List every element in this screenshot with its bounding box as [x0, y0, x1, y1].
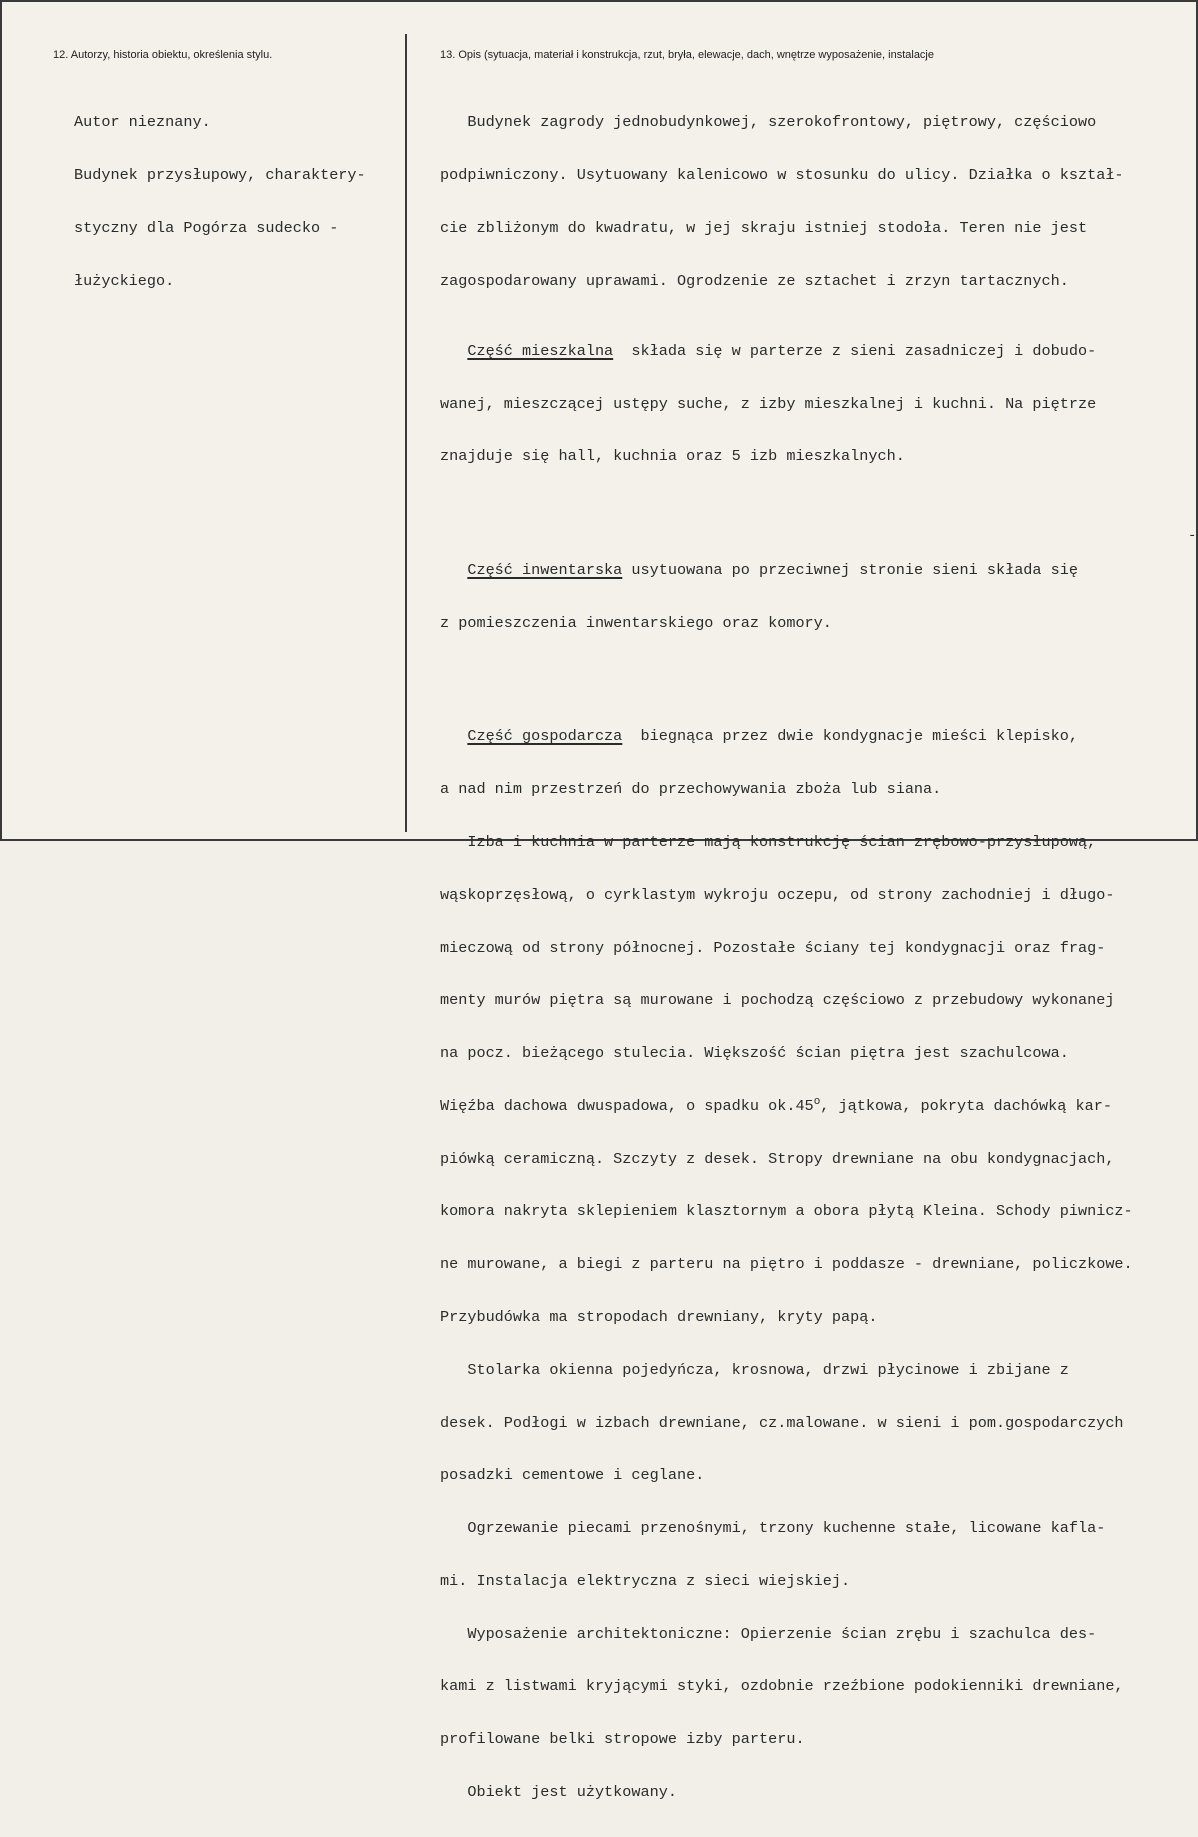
- text-line: z pomieszczenia inwentarskiego oraz komory.: [440, 613, 832, 632]
- text-line: wanej, mieszczącej ustępy suche, z izby mieszkalnej i kuchni. Na piętrze: [440, 394, 1097, 413]
- text-line: a nad nim przestrzeń do przechowywania zboża lub siana.: [440, 780, 942, 799]
- text-line: mieczową od strony północnej. Pozostałe ściany tej kondygnacji oraz frag-: [440, 938, 1106, 957]
- text-line: łużyckiego.: [74, 271, 175, 290]
- text-line: profilowane belki stropowe izby parteru.: [440, 1730, 805, 1749]
- text-line-roof: Więźba dachowa dwuspadowa, o spadku ok.45$^o$, jątkowa, pokryta dachówką kar-: [440, 1095, 1112, 1115]
- degree-mark: o: [813, 1095, 821, 1108]
- text-line: Część mieszkalna składa się w parterze z sieni zasadniczej i dobudo-: [467, 341, 1097, 360]
- field-12-text: [74, 79, 366, 325]
- text-line: Część inwentarska usytuowana po przeciwnej stronie sieni składa się: [467, 561, 1078, 580]
- text-line: mi. Instalacja elektryczna z sieci wiejskiej.: [440, 1571, 851, 1590]
- text-line: Wyposażenie architektoniczne: Opierzenie ścian zrębu i szachulca des-: [440, 1624, 1097, 1643]
- text-line: na pocz. bieżącego stulecia. Większość ścian piętra jest szachulcowa.: [440, 1044, 1069, 1063]
- text-line: Izba i kuchnia w parterze mają konstrukcję ścian zrębowo-przysłupową,: [440, 832, 1097, 851]
- text-line: Budynek przysłupowy, charaktery-: [74, 165, 366, 184]
- stray-typed-mark: -: [1188, 528, 1197, 544]
- text-line: Część gospodarcza biegnąca przez dwie kondygnacje mieści klepisko,: [467, 727, 1078, 746]
- text-line: Stolarka okienna pojedyńcza, krosnowa, drzwi płycinowe i zbijane z: [440, 1360, 1069, 1379]
- text-line: desek. Podłogi w izbach drewniane, cz.malowane. w sieni i pom.gospodarczych: [440, 1413, 1124, 1432]
- field-13-text: [440, 79, 1133, 1837]
- section-heading-inwentarska: Część inwentarska: [467, 561, 623, 580]
- text-line: kami z listwami kryjącymi styki, ozdobnie rzeźbione podokienniki drewniane,: [440, 1677, 1124, 1696]
- text-line: Ogrzewanie piecami przenośnymi, trzony kuchenne stałe, licowane kafla-: [440, 1519, 1106, 1538]
- text-line: wąskoprzęsłową, o cyrklastym wykroju oczepu, od strony zachodniej i długo-: [440, 885, 1115, 904]
- section-heading-gospodarcza: Część gospodarcza: [467, 727, 623, 746]
- paragraph-gap: [440, 501, 1133, 509]
- text-line: Obiekt jest użytkowany.: [440, 1783, 677, 1801]
- text-line: znajduje się hall, kuchnia oraz 5 izb mieszkalnych.: [440, 447, 905, 466]
- text-line: posadzki cementowe i ceglane.: [440, 1466, 705, 1485]
- text-line: podpiwniczony. Usytuowany kalenicowo w stosunku do ulicy. Działka o kształ-: [440, 165, 1124, 184]
- text-line: Przybudówka ma stropodach drewniany, kryty papą.: [440, 1307, 878, 1326]
- text-line: cie zbliżonym do kwadratu, w jej skraju istniej stodoła. Teren nie jest: [440, 218, 1088, 237]
- text-line: menty murów piętra są murowane i pochodzą częściowo z przebudowy wykonanej: [440, 991, 1115, 1010]
- text-line: Autor nieznany.: [74, 113, 211, 132]
- section-heading-mieszkalna: Część mieszkalna: [467, 341, 614, 360]
- text-line: Budynek zagrody jednobudynkowej, szerokofrontowy, piętrowy, częściowo: [440, 113, 1097, 132]
- paragraph-gap: [440, 668, 1133, 676]
- field-13-label: 13. Opis (sytuacja, materiał i konstrukcja, rzut, bryła, elewacje, dach, wnętrze wyposażenie, instalacje: [440, 49, 934, 61]
- text-line: piówką ceramiczną. Szczyty z desek. Stropy drewniane na obu kondygnacjach,: [440, 1149, 1115, 1168]
- text-line: komora nakryta sklepieniem klasztornym a obora płytą Kleina. Schody piwnicz-: [440, 1202, 1133, 1221]
- field-12-label: 12. Autorzy, historia obiektu, określenia stylu.: [53, 49, 273, 61]
- column-divider: [405, 34, 407, 832]
- text-line: ne murowane, a biegi z parteru na piętro i poddasze - drewniane, policzkowe.: [440, 1255, 1133, 1274]
- text-line: styczny dla Pogórza sudecko -: [74, 218, 339, 237]
- text-line: zagospodarowany uprawami. Ogrodzenie ze sztachet i zrzyn tartacznych.: [440, 271, 1069, 290]
